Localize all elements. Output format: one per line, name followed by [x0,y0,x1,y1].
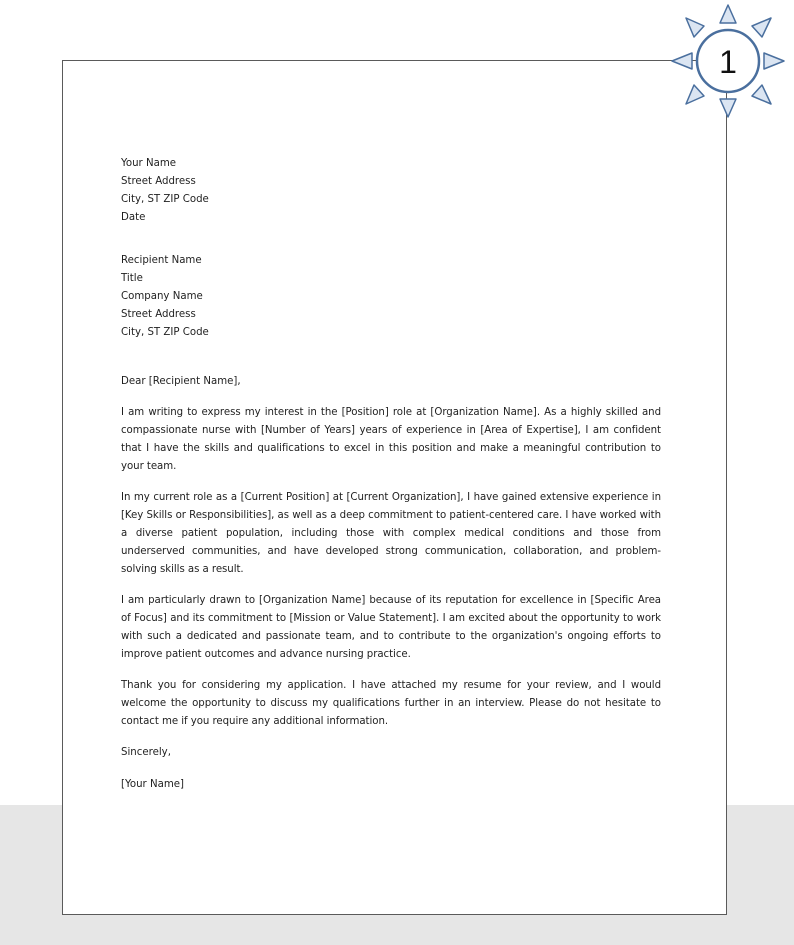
signature: [Your Name] [121,779,184,790]
salutation: Dear [Recipient Name], [121,376,241,387]
recipient-company: Company Name [121,291,203,302]
spacer [121,227,661,252]
recipient-title: Title [121,273,143,284]
sun-ray [720,99,736,117]
letter-date: Date [121,212,146,223]
sun-ray [764,53,784,69]
recipient-street: Street Address [121,309,196,320]
sun-ray [752,18,771,37]
sun-ray [672,53,692,69]
sender-name: Your Name [121,158,177,169]
cover-letter [121,155,661,804]
body-paragraph: I am writing to express my interest in the [Position] role at [Organization Name]. As a highly skilled and compassionate nurse with [Number of Years] years of experience in [Area of Expertise], I am confident that I have the skills and qualifications to excel in this position and make a meaningful contribution to your team. [121,407,661,472]
body-paragraph: I am particularly drawn to [Organization Name] because of its reputation for excellence in [Specific Area of Focus] and its commitment to [Mission or Value Statement]. I am excited about the opportunity to work with such a dedicated and passionate team, and to contribute to the organization's ongoing efforts to improve patient outcomes and advance nursing practice. [121,595,661,660]
closing: Sincerely, [121,747,171,758]
sun-burst-icon [668,0,790,122]
sender-address [121,155,661,227]
body-paragraph: In my current role as a [Current Position] at [Current Organization], I have gained extensive experience in [Key Skills or Responsibilities], as well as a deep commitment to patient-centered care. I have worked with a diverse patient population, including those with complex medical conditions and those from underserved communities, and have developed strong communication, collaboration, and problem-solving skills as a result. [121,492,661,575]
letter-page [62,60,727,915]
sender-city: City, ST ZIP Code [121,194,209,205]
sun-ray [752,85,771,104]
sun-ray [686,85,704,104]
recipient-address [121,252,661,342]
badge-number: 1 [719,44,737,80]
body-paragraph: Thank you for considering my application. I have attached my resume for your review, and I would welcome the opportunity to discuss my qualifications further in an interview. Please do not hesitate to contact me if you require any additional information. [121,680,661,727]
recipient-name: Recipient Name [121,255,202,266]
recipient-city: City, ST ZIP Code [121,327,209,338]
sun-ray [720,5,736,23]
sender-street: Street Address [121,176,196,187]
spacer [121,342,661,373]
sun-ray [686,18,704,37]
